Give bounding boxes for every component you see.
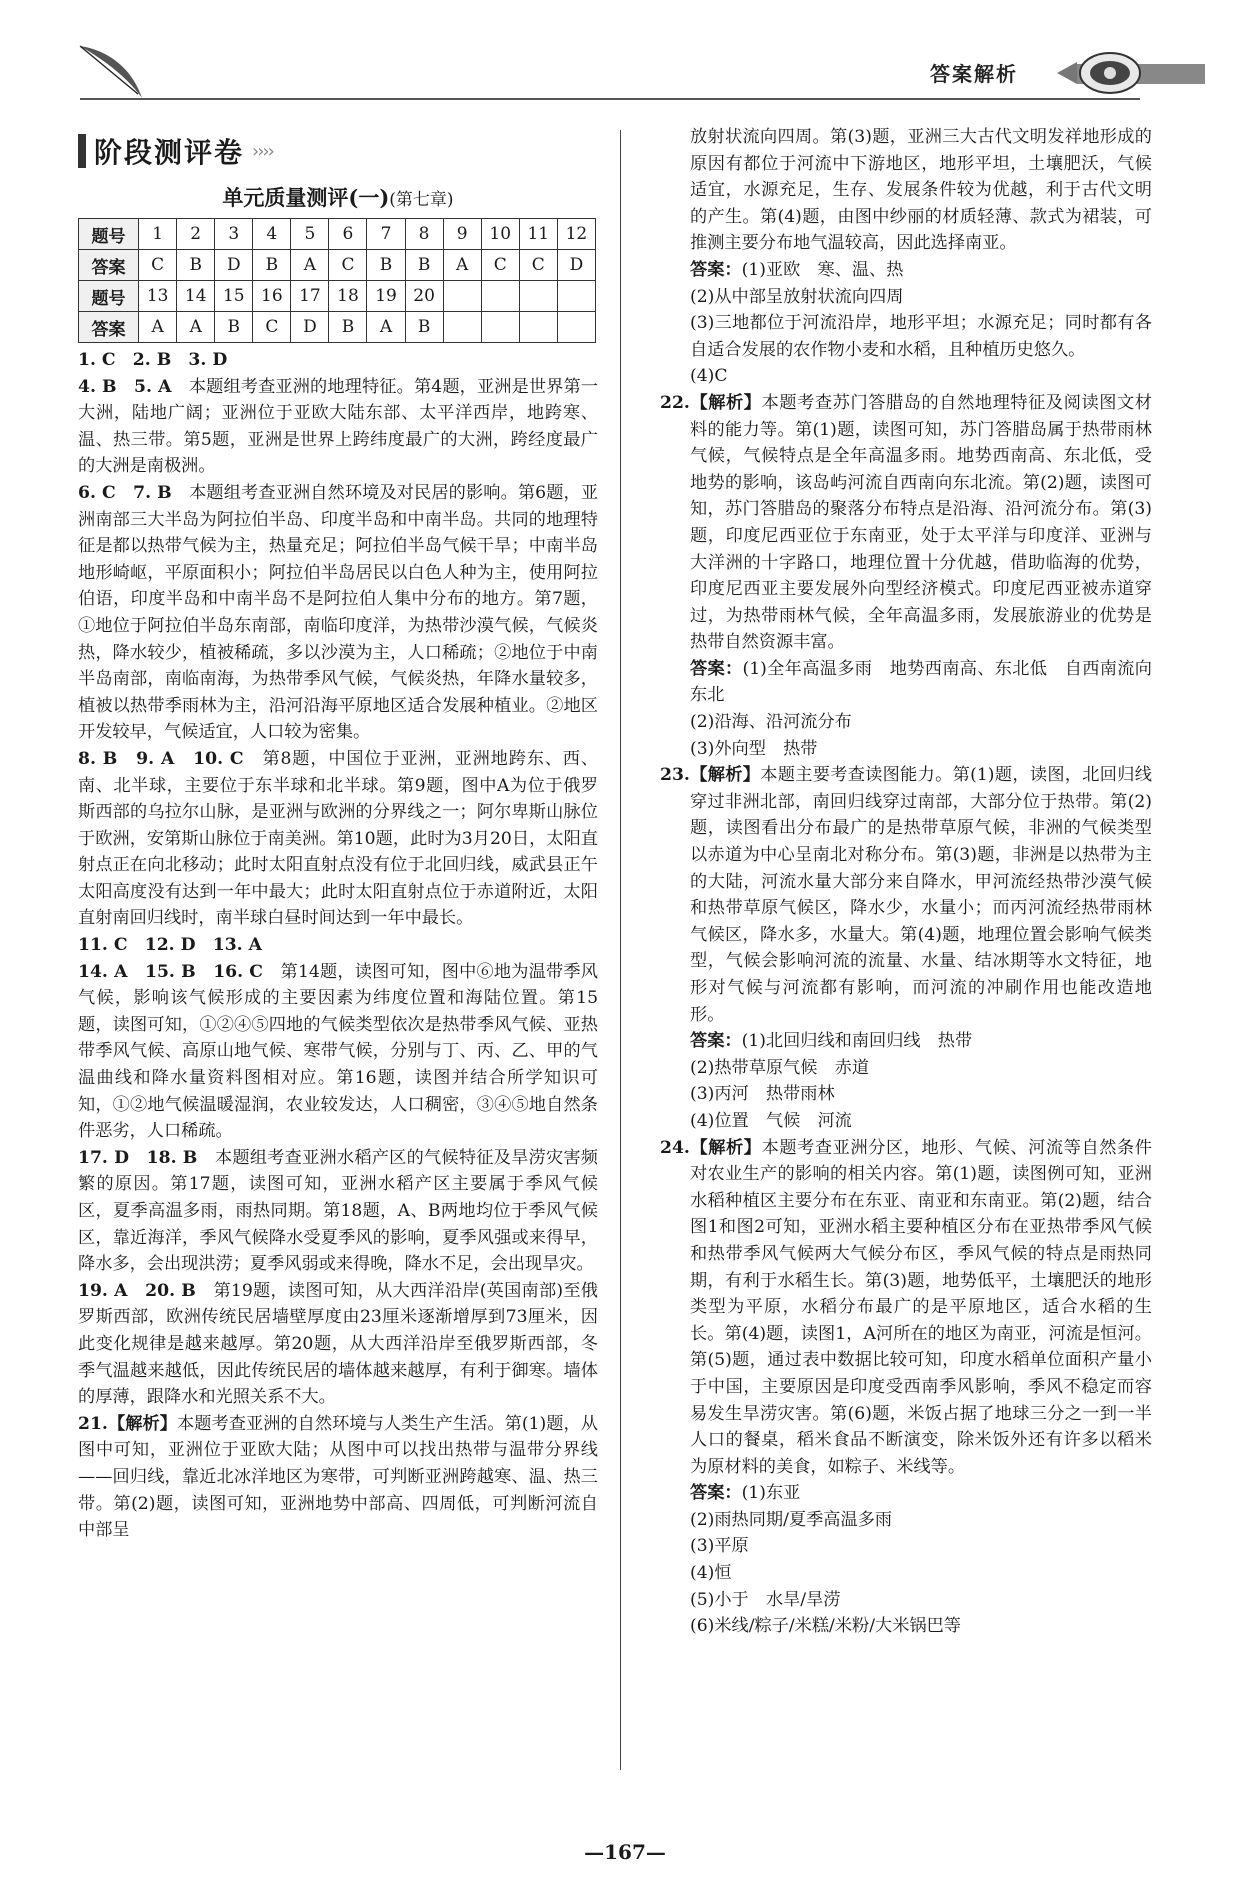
table-cell: C <box>329 250 367 281</box>
table-cell <box>519 312 557 343</box>
explanation <box>660 762 1152 1028</box>
table-cell <box>557 281 595 312</box>
answer-block <box>78 347 598 1544</box>
unit-title <box>78 182 598 212</box>
table-cell: 18 <box>329 281 367 312</box>
answer-text: (1)亚欧 寒、温、热 <box>741 259 904 280</box>
table-cell <box>443 281 481 312</box>
table-cell: D <box>557 250 595 281</box>
answer-text: (4)恒 <box>690 1563 732 1584</box>
table-cell: 1 <box>139 219 177 250</box>
table-cell: C <box>253 312 291 343</box>
table-row-label: 题号 <box>79 219 139 250</box>
table-cell: D <box>215 250 253 281</box>
explanation-text: 本题考查亚洲分区，地形、气候、河流等自然条件对农业生产的影响的相关内容。第(1)题，读图例可知，亚洲水稻种植区主要分布在东亚、南亚和东南亚。第(2)题，结合图1和图2可知，亚洲水稻主要种植区分布在亚热带季风气候和热带季风气候两大气候分布区，季风气候的特点是雨热同期，有利于水稻生长。第(3)题，地势低平，土壤肥沃的地形类型为平原，水稻分布最广的是平原地区，适合水稻的生长。第(4)题，读图1，A河所在的地区为南亚，河流是恒河。第(5)题，通过表中数据比较可知，印度水稻单位面积产量小于中国，主要原因是印度受西南季风影响，季风不稳定而容易发生旱涝灾害。第(6)题，米饭占据了地球三分之一到一半人口的餐桌，稻米食品不断演变，除米饭外还有许多以稻米为原材料的美食，如粽子、米线等。 <box>690 1137 1152 1477</box>
explanation-text: 放射状流向四周。第(3)题，亚洲三大古代文明发祥地形成的原因有都位于河流中下游地区，地形平坦，土壤肥沃，气候适宜，水源充足，生存、发展条件较为优越，利于古代文明的产生。第(4)题，由图中纱丽的材质轻薄、款式为裙装，可推测主要分布地气温较高，因此选择南亚。 <box>690 127 1152 254</box>
answer-line <box>660 1480 1152 1507</box>
table-cell: 11 <box>519 219 557 250</box>
table-cell <box>519 281 557 312</box>
page-number: —167— <box>584 1840 666 1864</box>
answer-text: (2)热带草原气候 赤道 <box>690 1057 870 1078</box>
table-cell: B <box>367 250 405 281</box>
table-cell: 6 <box>329 219 367 250</box>
answer-text: (3)外向型 热带 <box>690 738 818 759</box>
explanation-text: 第14题，读图可知，图中⑥地为温带季风气候，影响该气候形成的主要因素为纬度位置和海陆位置。第15题，读图可知，①②④⑤四地的气候类型依次是热带季风气候、亚热带季风气候、高原山地气候、寒带气候，分别与丁、丙、乙、甲的气温曲线和降水量资料图相对应。第16题，读图并结合所学知识可知，①②地气候温暖湿润，农业较发达，人口稠密，③④⑤地自然条件恶劣，人口稀疏。 <box>78 961 598 1142</box>
table-cell: A <box>177 312 215 343</box>
header-rule <box>80 98 1140 100</box>
table-row-label: 题号 <box>79 281 139 312</box>
answer-text: (1)东亚 <box>741 1483 801 1504</box>
question-number: 8. B 9. A 10. C <box>78 748 244 769</box>
table-cell: 20 <box>405 281 443 312</box>
arrows-icon: ›››› <box>252 140 273 162</box>
header-title: 答案解析 <box>930 62 1018 86</box>
table-cell: 3 <box>215 219 253 250</box>
answer-text: (3)丙河 热带雨林 <box>690 1084 835 1105</box>
table-cell <box>481 312 519 343</box>
unit-title-main: 单元质量测评(一) <box>222 185 390 210</box>
explanation-text: 本题组考查亚洲自然环境及对民居的影响。第6题，亚洲南部三大半岛为阿拉伯半岛、印度半岛和中南半岛。共同的地理特征是都以热带气候为主，热量充足；阿拉伯半岛气候干旱；中南半岛地形崎岖，平原面积小；阿拉伯半岛居民以白色人种为主，使用阿拉伯语，印度半岛和中南半岛不是阿拉伯人集中分布的地方。第7题，①地位于阿拉伯半岛东南部，南临印度洋，为热带沙漠气候，气候炎热，降水较少，植被稀疏，多以沙漠为主，人口稀疏；②地位于中南半岛南部，南临南海，为热带季风气候，气候炎热，年降水量较多，植被以热带季雨林为主，沿河沿海平原地区适合发展种植业。②地区开发较早，气候适宜，人口较为密集。 <box>78 482 599 743</box>
answer-text: (5)小于 水旱/旱涝 <box>690 1589 841 1610</box>
table-cell: A <box>291 250 329 281</box>
table-cell: C <box>519 250 557 281</box>
answer-label: 答案： <box>690 658 743 679</box>
table-row <box>79 219 596 250</box>
answer-line <box>660 257 1152 284</box>
question-number: 22.【解析】 <box>660 392 762 413</box>
answer-text: (4)C <box>690 366 728 387</box>
table-cell <box>481 281 519 312</box>
table-cell: A <box>139 312 177 343</box>
table-row-label: 答案 <box>79 250 139 281</box>
explanation <box>78 1411 598 1544</box>
table-cell: 16 <box>253 281 291 312</box>
table-cell: 9 <box>443 219 481 250</box>
answer-line: 11. C 12. D 13. A <box>78 935 262 956</box>
answer-text: (1)北回归线和南回归线 热带 <box>741 1031 973 1052</box>
question-number: 23.【解析】 <box>660 765 761 786</box>
answer-text: (1)全年高温多雨 地势西南高、东北低 自西南流向东北 <box>690 658 1152 706</box>
answer-line: 1. C 2. B 3. D <box>78 350 228 370</box>
table-cell: 7 <box>367 219 405 250</box>
answer-block <box>660 124 1152 1640</box>
table-cell: 10 <box>481 219 519 250</box>
explanation <box>78 746 598 932</box>
answer-text: (4)位置 气候 河流 <box>690 1110 852 1131</box>
question-number: 6. C 7. B <box>78 482 172 503</box>
table-cell: B <box>405 250 443 281</box>
section-heading <box>78 128 598 174</box>
answer-label: 答案： <box>690 1031 742 1052</box>
table-cell <box>557 312 595 343</box>
table-row <box>79 281 596 312</box>
table-cell: B <box>253 250 291 281</box>
question-number: 19. A 20. B <box>78 1280 196 1301</box>
answer-text: (3)平原 <box>690 1536 749 1557</box>
answer-text: (6)米线/粽子/米糕/米粉/大米锅巴等 <box>690 1616 961 1637</box>
answer-label: 答案： <box>690 259 742 280</box>
table-cell: B <box>215 312 253 343</box>
column-divider <box>620 130 621 1770</box>
answer-text: (2)沿海、沿河流分布 <box>690 712 852 733</box>
table-cell: 12 <box>557 219 595 250</box>
table-cell: B <box>177 250 215 281</box>
unit-subtitle: (第七章) <box>389 190 454 210</box>
section-title: 阶段测评卷 <box>94 136 245 169</box>
explanation-text: 本题考查亚洲的自然环境与人类生产生活。第(1)题，从图中可知，亚洲位于亚欧大陆；从图中可以找出热带与温带分界线——回归线，靠近北冰洋地区为寒带，可判断亚洲跨越寒、温、热三带。第(2)题，读图可知，亚洲地势中部高、四周低，可判断河流自中部呈 <box>78 1413 598 1541</box>
question-number: 4. B 5. A <box>78 376 172 397</box>
table-cell: B <box>405 312 443 343</box>
answer-line <box>660 656 1152 709</box>
answer-table <box>78 218 596 343</box>
explanation <box>660 1135 1152 1481</box>
question-number: 21.【解析】 <box>78 1413 177 1434</box>
explanation-text: 本题考查苏门答腊岛的自然地理特征及阅读图文材料的能力等。第(1)题，读图可知，苏门答腊岛属于热带雨林气候，气候特点是全年高温多雨。地势西南高、东北低，受地势的影响，该岛屿河流自西南向东北流。第(2)题，读图可知，苏门答腊岛的聚落分布特点是沿海、沿河流分布。第(3)题，印度尼西亚位于东南亚，处于太平洋与印度洋、亚洲与大洋洲的十字路口，地理位置十分优越，借助临海的优势，印度尼西亚主要发展外向型经济模式。印度尼西亚被赤道穿过，为热带雨林气候，全年高温多雨，发展旅游业的优势是热带自然资源丰富。 <box>690 392 1152 653</box>
feather-icon <box>76 36 146 106</box>
answer-text: (2)雨热同期/夏季高温多雨 <box>690 1509 893 1530</box>
answer-text: (3)三地都位于河流沿岸，地形平坦；水源充足；同时都有各自适合发展的农作物小麦和水稻，且种植历史悠久。 <box>690 313 1152 360</box>
table-row <box>79 312 596 343</box>
explanation-text: 第8题，中国位于亚洲，亚洲地跨东、西、南、北半球，主要位于东半球和北半球。第9题，图中A为位于俄罗斯西部的乌拉尔山脉，是亚洲与欧洲的分界线之一；阿尔卑斯山脉位于欧洲，安第斯山脉位于南美洲。第10题，此时为3月20日，太阳直射点正在向北移动；此时太阳直射点没有位于北回归线，威武县正午太阳高度没有达到一年中最大；此时太阳直射点位于赤道附近，太阳直射南回归线时，南半球白昼时间达到一年中最长。 <box>78 748 599 929</box>
table-row-label: 答案 <box>79 312 139 343</box>
explanation <box>78 480 598 746</box>
section-bar <box>78 134 86 168</box>
table-cell: 14 <box>177 281 215 312</box>
logo-badge-icon <box>1055 48 1205 98</box>
answer-label: 答案： <box>690 1483 742 1504</box>
answer-line <box>660 1028 1152 1055</box>
table-cell: 19 <box>367 281 405 312</box>
table-cell: C <box>139 250 177 281</box>
table-cell: D <box>291 312 329 343</box>
table-cell: B <box>329 312 367 343</box>
question-number: 17. D 18. B <box>78 1147 198 1168</box>
explanation <box>660 390 1152 656</box>
question-number: 24.【解析】 <box>660 1137 762 1158</box>
table-cell: 13 <box>139 281 177 312</box>
table-cell: A <box>367 312 405 343</box>
question-number: 14. A 15. B 16. C <box>78 961 263 982</box>
explanation <box>78 959 598 1145</box>
explanation <box>78 374 598 480</box>
table-cell <box>443 312 481 343</box>
table-row <box>79 250 596 281</box>
table-cell: 4 <box>253 219 291 250</box>
explanation <box>78 1278 598 1411</box>
table-cell: 17 <box>291 281 329 312</box>
explanation-text: 本题组考查亚洲水稻产区的气候特征及旱涝灾害频繁的原因。第17题，读图可知，亚洲水稻产区主要属于季风气候区，夏季高温多雨，雨热同期。第18题，A、B两地均位于季风气候区，靠近海洋，季风气候降水受夏季风的影响，夏季风强或来得早，降水多，会出现洪涝；夏季风弱或来得晚，降水不足，会出现旱灾。 <box>78 1147 598 1275</box>
explanation-text: 本题主要考查读图能力。第(1)题，读图，北回归线穿过非洲北部，南回归线穿过南部，大部分位于热带。第(2)题，读图看出分布最广的是热带草原气候，非洲的气候类型以赤道为中心呈南北对称分布。第(3)题，非洲是以热带为主的大陆，河流水量大部分来自降水，甲河流经热带沙漠气候和热带草原气候区，降水少，水量小；而丙河流经热带雨林气候区，降水多，水量大。第(4)题，地理位置会影响气候类型，气候会影响河流的流量、水量、结冰期等水文特征，地形对气候与河流都有影响，而河流的冲刷作用也能改造地形。 <box>690 765 1152 1025</box>
left-column <box>78 128 598 1544</box>
explanation-text: 本题组考查亚洲的地理特征。第4题，亚洲是世界第一大洲，陆地广阔；亚洲位于亚欧大陆东部、太平洋西岸，地跨寒、温、热三带。第5题，亚洲是世界上跨纬度最广的大洲，跨经度最广的大洲是南极洲。 <box>78 376 599 477</box>
explanation <box>78 1145 598 1278</box>
right-column <box>660 124 1152 1640</box>
table-cell: A <box>443 250 481 281</box>
table-cell: 5 <box>291 219 329 250</box>
table-cell: 2 <box>177 219 215 250</box>
table-cell: 8 <box>405 219 443 250</box>
table-cell: 15 <box>215 281 253 312</box>
table-cell: C <box>481 250 519 281</box>
explanation-text: 第19题，读图可知，从大西洋沿岸(英国南部)至俄罗斯西部，欧洲传统民居墙壁厚度由23厘米逐渐增厚到73厘米，因此变化规律是越来越厚。第20题，从大西洋沿岸至俄罗斯西部，冬季气温越来越低，因此传统民居的墙体越来越厚，有利于御寒。墙体的厚薄，跟降水和光照关系不大。 <box>78 1280 598 1408</box>
answer-text: (2)从中部呈放射状流向四周 <box>690 286 904 307</box>
